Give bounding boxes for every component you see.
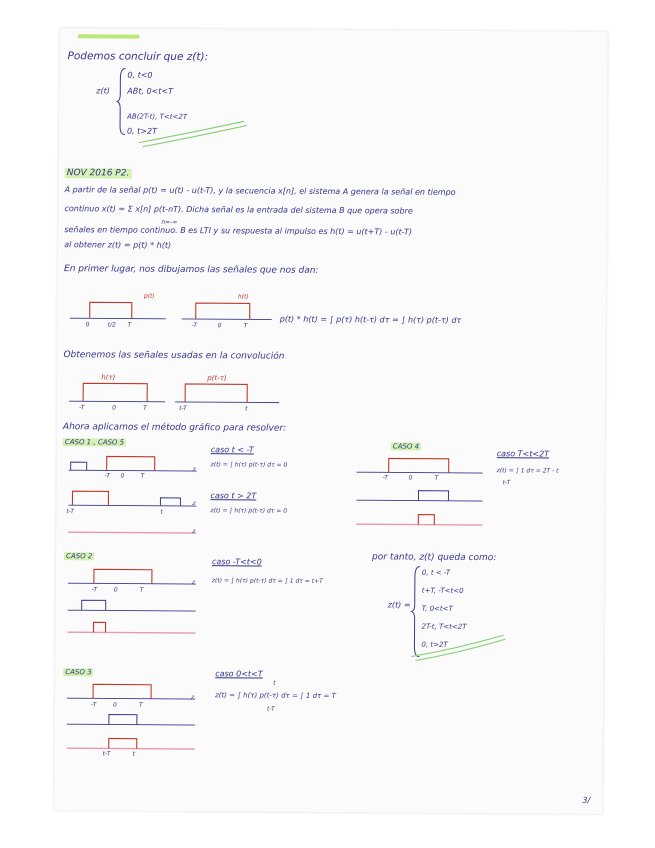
intro-heading: Podemos concluir que z(t):	[67, 50, 209, 64]
caso2-eq: z(t) = ∫ h(τ) p(t-τ) dτ = ∫ 1 dτ = t+T	[211, 577, 323, 585]
caso2a-axis: z	[191, 579, 196, 587]
result-case-0: 0, t < -T	[421, 568, 451, 577]
caso3-plot-b	[67, 708, 202, 731]
result-lhs: z(t) =	[387, 600, 411, 610]
caso4-plot-c	[356, 508, 491, 531]
caso2-plot-a	[68, 563, 203, 592]
h-tau-label: h(τ)	[101, 373, 116, 382]
h-tick-2: T	[243, 322, 248, 330]
caso1-eq2-cond: caso t > 2T	[210, 491, 257, 501]
h-tick-0: -T	[191, 322, 198, 330]
caso1a-tick-1: 0	[120, 472, 125, 480]
caso2a-tick-2: T	[139, 586, 144, 594]
caso2a-tick-0: -T	[91, 586, 98, 594]
problem-line-1: A partir de la señal p(t) = u(t) - u(t-T), y la secuencia x[n], el sistema A genera la señal en tiempo	[64, 185, 456, 197]
result-underline	[411, 631, 506, 662]
caso1-title: CASO 1 , CASO 5	[64, 438, 125, 447]
caso4-cond: caso T<t<2T	[496, 449, 550, 459]
caso2-title: CASO 2	[66, 552, 93, 561]
caso4a-tick-1: 0	[408, 474, 413, 482]
convolution-formula: p(t) * h(t) = ∫ p(τ) h(t-τ) dτ = ∫ h(τ) p(t-τ) dτ	[279, 314, 462, 325]
problem-line-3: señales en tiempo continuo. B es LTI y su respuesta al impulso es h(t) = u(t+T) - u(t-T)	[64, 225, 413, 237]
caso2a-tick-1: 0	[113, 586, 118, 594]
p-tick-1: t/2	[107, 321, 116, 329]
caso1b-axis: z	[192, 500, 196, 508]
intro-brace	[117, 67, 127, 137]
caso1b-tick-1: t	[160, 508, 163, 516]
caso1-eq2: z(t) = ∫ h(τ) p(t-τ) dτ = 0	[210, 507, 288, 515]
caso4-eq: z(t) = ∫ 1 dτ = 2T - t	[496, 467, 559, 475]
caso3a-tick-1: 0	[112, 701, 117, 709]
h-tau-tick-0: -T	[79, 404, 85, 412]
intro-case-3: 0, t>2T	[126, 126, 158, 136]
result-case-2: T, 0<t<T	[421, 604, 453, 613]
p-shift-tick-1: t	[245, 405, 248, 413]
step3-text: Ahora aplicamos el método gráfico para resolver:	[62, 422, 287, 434]
caso3-int-low: t-T	[266, 705, 275, 713]
result-case-4: 0, t>2T	[421, 640, 448, 649]
intro-case-0: 0, t<0	[127, 70, 153, 80]
caso4-plot-b	[356, 484, 491, 507]
caso3c-tick-0: t-T	[102, 750, 111, 758]
problem-line-4: al obtener z(t) = p(t) * h(t)	[64, 240, 172, 250]
highlight-tab	[78, 34, 140, 38]
step1-text: En primer lugar, nos dibujamos las señales que nos dan:	[64, 264, 319, 276]
intro-lhs: z(t)	[96, 86, 110, 96]
p-shift-plot	[175, 374, 285, 415]
problem-sum-limits: n=-∞	[161, 218, 178, 226]
caso1a-axis: z	[192, 466, 196, 474]
caso3-cond: caso 0<t<T	[215, 669, 263, 679]
caso1-plot-b	[68, 483, 203, 512]
problem-label: NOV 2016 P2.	[66, 168, 130, 179]
h-signal-label: h(t)	[237, 293, 249, 301]
caso3-title: CASO 3	[65, 668, 92, 677]
intro-case-2: AB(2T-t), T<t<2T	[127, 112, 188, 121]
p-shift-tick-0: t-T	[179, 404, 187, 412]
caso1a-tick-2: T	[140, 472, 145, 480]
p-shift-label: p(t-τ)	[207, 374, 227, 383]
caso3-int-up: t	[273, 679, 276, 687]
caso3a-axis: z	[191, 694, 195, 702]
caso1-plot-a	[69, 448, 204, 480]
h-tick-1: 0	[217, 322, 222, 330]
caso4-plot-a	[357, 452, 492, 481]
result-text: por tanto, z(t) queda como:	[372, 552, 497, 564]
caso3a-tick-0: -T	[90, 701, 97, 709]
intro-case-1: ABt, 0<t<T	[127, 86, 174, 96]
p-signal-label: p(t)	[143, 292, 155, 300]
caso4a-tick-2: T	[434, 474, 439, 482]
caso2-plot-c	[67, 616, 202, 639]
step2-text: Obtenemos las señales usadas en la convolución	[63, 350, 285, 362]
caso1b-tick-0: t-T	[66, 508, 75, 516]
caso4a-tick-0: -T	[382, 474, 389, 482]
notebook-page	[54, 28, 607, 814]
caso3a-tick-2: T	[138, 701, 143, 709]
p-tick-0: 0	[85, 321, 90, 329]
problem-line-2: continuo x(t) = Σ x[n] p(t-nT). Dicha señal es la entrada del sistema B que opera sobre	[64, 204, 413, 216]
result-case-3: 2T-t, T<t<2T	[421, 622, 467, 631]
caso3c-tick-1: t	[132, 750, 136, 758]
caso3-eq: z(t) = ∫ h(τ) p(t-τ) dτ = ∫ 1 dτ = T	[215, 691, 336, 701]
caso4-int-low: t-T	[502, 479, 511, 487]
caso1a-tick-0: -T	[104, 472, 111, 480]
caso1-plot-c	[68, 514, 203, 537]
caso2-cond: caso -T<t<0	[211, 557, 262, 567]
p-tick-2: T	[127, 321, 132, 329]
caso2-plot-b	[68, 594, 203, 617]
h-tau-tick-1: 0	[112, 404, 116, 412]
caso4-title: CASO 4	[392, 442, 420, 451]
caso1c-axis: z	[192, 528, 196, 536]
h-tau-tick-2: T	[143, 404, 147, 412]
caso3-plot-a	[67, 678, 202, 707]
intro-underline	[139, 119, 249, 150]
caso1-eq1-cond: caso t < -T	[210, 445, 254, 455]
caso1-eq1: z(t) = ∫ h(τ) p(t-τ) dτ = 0	[210, 461, 288, 469]
result-case-1: t+T, -T<t<0	[421, 586, 464, 595]
page-number: 3/	[582, 795, 591, 805]
